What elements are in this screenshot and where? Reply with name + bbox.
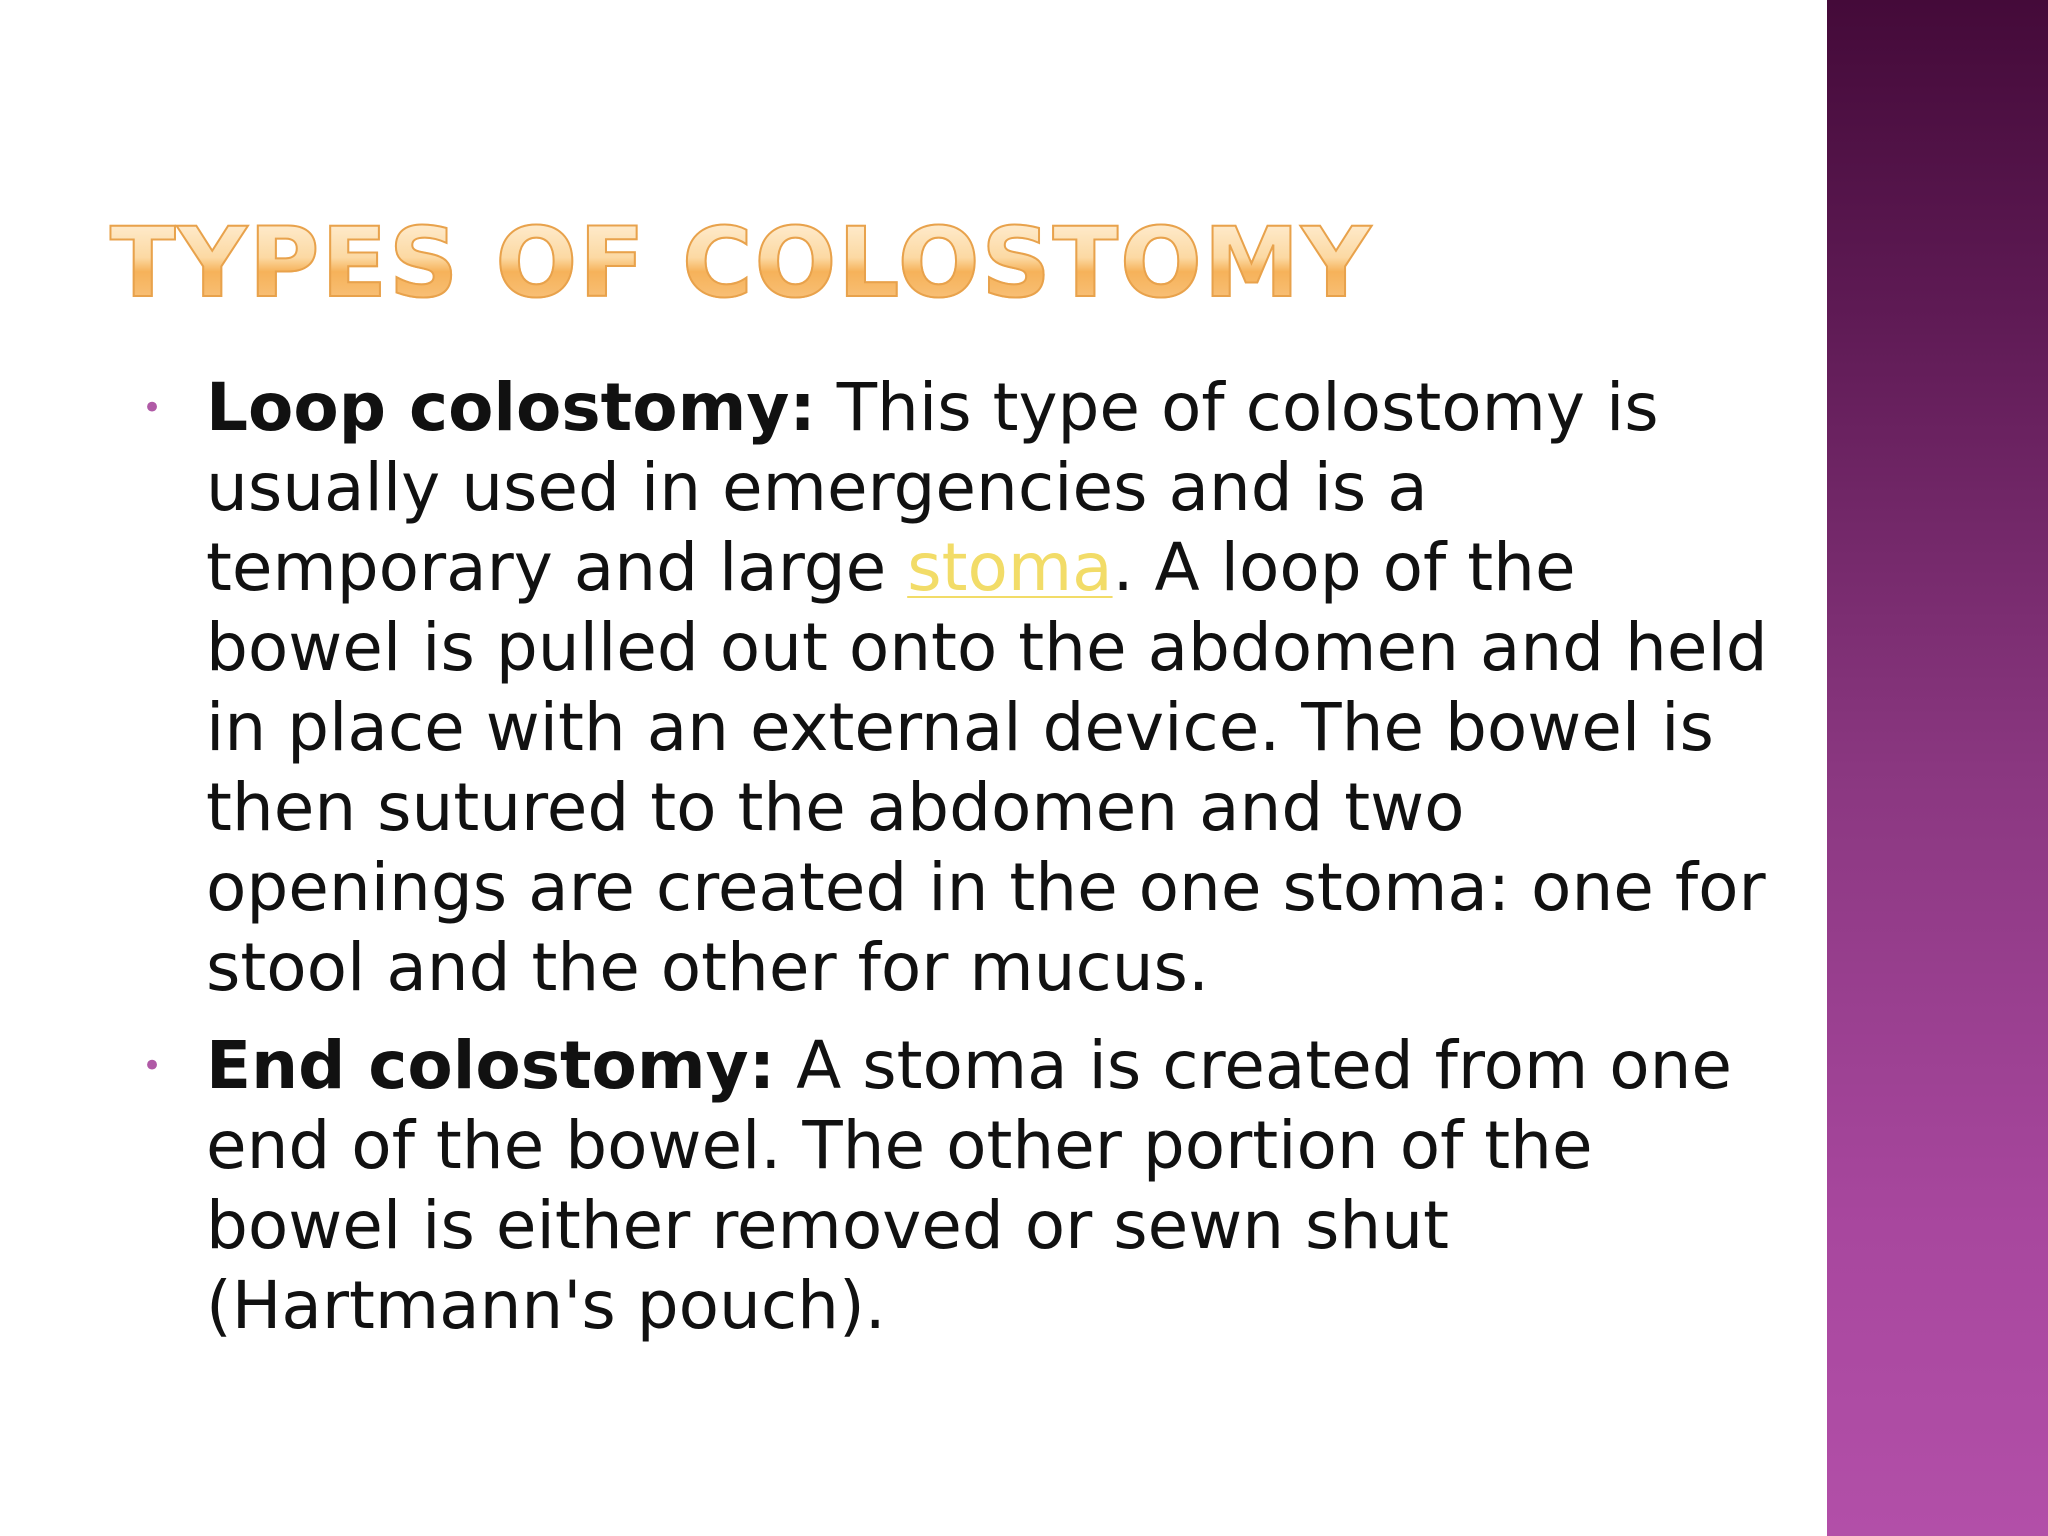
bullet-text-continued: . A loop of the bowel is pulled out onto the abdomen and held in place with an external device. The bowel is then sutured to the abdomen and two openings are created in the one stoma: one for stool and the other for mucus. xyxy=(206,529,1768,1006)
bullet-text: This type of colostomy is usually used in emergencies and is a temporary and large xyxy=(206,369,1659,606)
slide-title: TYPES OF COLOSTOMY xyxy=(110,207,1373,319)
bullet-list xyxy=(142,368,1782,1364)
bullet-dot-icon: • xyxy=(142,1046,163,1086)
bullet-item-end-colostomy xyxy=(142,1026,1782,1346)
stoma-link[interactable]: stoma xyxy=(907,529,1113,606)
bullet-term: End colostomy: xyxy=(206,1027,776,1104)
bullet-text: A stoma is created from one end of the bowel. The other portion of the bowel is either removed or sewn shut (Hartmann's pouch). xyxy=(206,1027,1733,1344)
bullet-item-loop-colostomy xyxy=(142,368,1782,1008)
bullet-term: Loop colostomy: xyxy=(206,369,816,446)
bullet-dot-icon: • xyxy=(142,388,163,428)
decorative-side-band xyxy=(1827,0,2048,1536)
